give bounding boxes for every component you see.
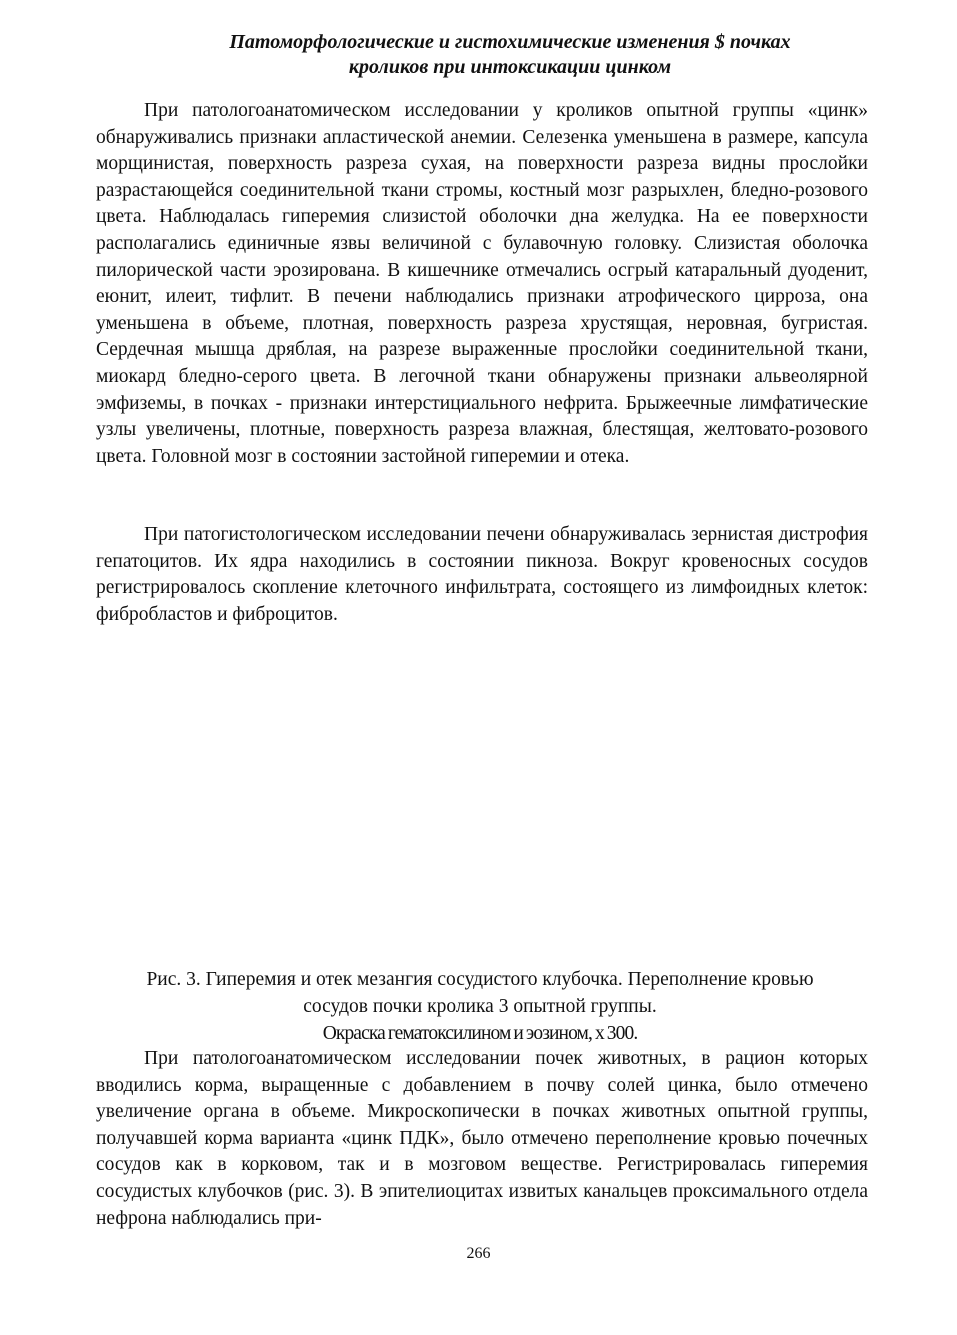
body-paragraph-autopsy-findings: При патологоанатомическом исследовании у кроликов опытной группы «цинк» обнаруживались признаки апластической анемии. Селезенка уменьшена в размере, капсула морщинистая, поверхность разреза сухая, на поверхности разреза видны прослойки разрастающейся соединительной ткани стромы, костный мозг разрыхлен, бледно-розового цвета. Наблюдалась гиперемия слизистой оболочки дна желудка. На ее поверхности располагались единичные язвы величиной с булавочную головку. Слизистая оболочка пилорической части эрозирована. В кишечнике отмечались осгрый катаральный дуоденит, еюнит, илеит, тифлит. В печени наблюдались признаки атрофического цирроза, она уменьшена в объеме, плотная, поверхность разреза хрустящая, неровная, бугристая. Сердечная мышца дряблая, на разрезе выраженные прослойки соединительной ткани, миокард бледно-серого цвета. В легочной ткани обнаружены признаки альвеолярной эмфиземы, в почках - признаки интерстициального нефрита. Брыжеечные лимфатические узлы увеличены, плотные, поверхность разреза влажная, блестящая, желтовато-розового цвета. Головной мозг в состоянии застойной гиперемии и отека. [96, 100, 868, 467]
figure-caption [80, 966, 880, 1047]
figure-caption-line-2 [80, 993, 880, 1047]
figure-caption-staining-note: Окраска гематоксилином и эозином, х 300. [322, 1023, 638, 1044]
figure-caption-line-1: Рис. 3. Гиперемия и отек мезангия сосудистого клубочка. Переполнение кровью [146, 969, 814, 990]
body-paragraph-liver-histology: При патогистологическом исследовании печени обнаруживалась зернистая дистрофия гепатоцитов. Их ядра находились в состоянии пикноза. Вокруг кровеносных сосудов регистрировалось скопление клеточного инфильтрата, состоящего из лимфоидных клеток: фибробластов и фиброцитов. [96, 524, 868, 625]
article-title [150, 30, 870, 80]
figure-3-blank-area [96, 640, 868, 960]
body-paragraph-kidney-findings: При патологоанатомическом исследовании почек животных, в рацион которых вводились корма, выращенные с добавлением в почву солей цинка, было отмечено увеличение органа в объеме. Микроскопически в почках животных опытной группы, получавшей корма варианта «цинк ПДК», было отмечено переполнение кровью почечных сосудов как в корковом, так и в мозговом веществе. Регистрировалась гиперемия сосудистых клубочков (рис. 3). В эпителиоцитах извитых канальцев проксимального отдела нефрона наблюдались при- [96, 1048, 868, 1229]
article-title-line-2: кроликов при интоксикации цинком [348, 56, 672, 78]
article-title-line-1: Патоморфологические и гистохимические изменения $ почках [229, 31, 791, 53]
page-number: 266 [466, 1245, 491, 1262]
figure-caption-line-2-start: сосудов почки кролика 3 опытной группы. [303, 996, 657, 1017]
